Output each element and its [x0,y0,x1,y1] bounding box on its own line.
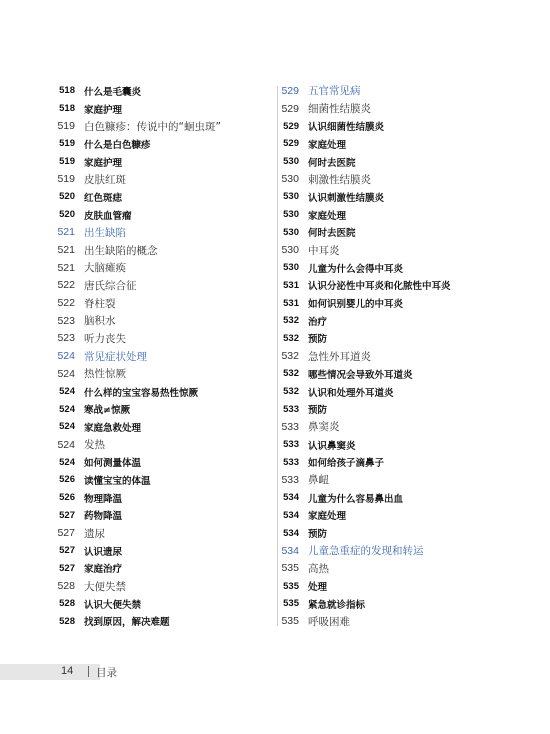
toc-entry-title: 皮肤血管瘤 [84,210,132,222]
footer-band [0,664,100,680]
toc-page-number: 534 [283,492,299,504]
toc-entry-title: 处理 [308,582,328,594]
toc-entry-title: 儿童为什么容易鼻出血 [308,493,404,505]
toc-entry [272,330,492,348]
toc-entry [48,259,268,277]
toc-entry-title: 家庭急救处理 [84,422,142,434]
toc-entry-title: 出生缺陷 [84,226,126,239]
toc-entry-title: 发热 [84,439,105,452]
toc-entry-title: 鼻窦炎 [308,421,340,434]
toc-entry [48,453,268,471]
toc-page-number: 527 [59,509,75,521]
toc-page-number: 535 [281,615,299,628]
page-number: 14 [61,665,74,677]
toc-entry-title: 高热 [308,562,329,575]
toc-entry-title: 皮肤红斑 [84,173,126,186]
toc-entry-title: 认识和处理外耳道炎 [308,387,394,399]
toc-entry [48,294,268,312]
page-footer [0,662,550,684]
toc-page-number: 532 [281,350,299,363]
toc-entry-title: 儿童急重症的发现和转运 [308,545,424,558]
toc-entry [48,117,268,135]
toc-entry [48,560,268,578]
toc-entry [48,418,268,436]
toc-entry [272,471,492,489]
toc-page-number: 521 [57,244,75,257]
toc-section-heading [48,347,268,365]
toc-page-number: 529 [283,138,299,150]
toc-entry [272,100,492,118]
toc-entry [48,524,268,542]
toc-entry-title: 认识遗尿 [84,546,123,558]
toc-entry-title: 家庭处理 [308,210,347,222]
toc-page-number: 532 [283,315,299,327]
toc-page-number: 535 [283,598,299,610]
toc-page-number: 532 [283,332,299,344]
toc-entry [272,489,492,507]
toc-entry [272,365,492,383]
toc-entry-title: 家庭治疗 [84,564,123,576]
toc-entry [272,277,492,295]
toc-entry-title: 认识鼻窦炎 [308,440,356,452]
toc-entry-title: 预防 [308,334,328,346]
toc-entry [272,294,492,312]
footer-section-label: 目录 [96,667,117,679]
toc-entry [272,347,492,365]
toc-entry-title: 热性惊厥 [84,368,126,381]
toc-page-number: 530 [283,209,299,221]
toc-entry-title: 什么是毛囊炎 [84,86,142,98]
toc-entry [48,206,268,224]
toc-page-number: 529 [281,84,299,97]
toc-entry [48,82,268,100]
toc-page-number: 528 [59,598,75,610]
toc-page-number: 526 [59,474,75,486]
toc-entry-title: 脑积水 [84,315,116,328]
toc-page-number: 523 [57,314,75,327]
toc-entry [272,224,492,242]
toc-entry [48,507,268,525]
toc-entry [48,436,268,454]
toc-entry [48,613,268,631]
toc-entry [48,188,268,206]
toc-page-number: 527 [57,527,75,540]
toc-entry-title: 儿童为什么会得中耳炎 [308,263,404,275]
toc-entry [272,418,492,436]
toc-page-number: 533 [281,420,299,433]
toc-page-number: 521 [57,226,75,239]
toc-page-number: 518 [59,103,75,115]
toc-page-number: 534 [281,544,299,557]
toc-page-number: 527 [59,562,75,574]
toc-page-number: 520 [59,209,75,221]
toc-entry-title: 如何识别婴儿的中耳炎 [308,299,404,311]
toc-page-number: 531 [283,279,299,291]
toc-entry-title: 家庭处理 [308,139,347,151]
toc-entry-title: 细菌性结膜炎 [308,103,371,116]
toc-page-number: 534 [283,527,299,539]
toc-entry-title: 出生缺陷的概念 [84,244,158,257]
toc-entry [272,595,492,613]
toc-entry [48,153,268,171]
toc-page-number: 526 [59,492,75,504]
toc-entry [272,135,492,153]
toc-entry [48,577,268,595]
toc-right-column [272,82,492,630]
toc-entry [48,542,268,560]
toc-entry [48,100,268,118]
toc-page-number: 530 [283,156,299,168]
toc-entry [272,613,492,631]
toc-page-number: 532 [283,368,299,380]
toc-section-heading [272,542,492,560]
toc-page-number: 527 [59,545,75,557]
toc-page-number: 533 [283,439,299,451]
toc-entry-title: 什么样的宝宝容易热性惊厥 [84,387,199,399]
toc-entry [272,524,492,542]
toc-entry-title: 中耳炎 [308,244,340,257]
toc-entry-title: 鼻衄 [308,474,329,487]
toc-page-number: 534 [283,509,299,521]
toc-entry-title: 认识分泌性中耳炎和化脓性中耳炎 [308,281,451,293]
toc-page-number: 519 [59,138,75,150]
toc-entry [272,436,492,454]
toc-page-number: 518 [59,85,75,97]
toc-entry-title: 家庭护理 [84,104,123,116]
toc-entry-title: 大便失禁 [84,580,126,593]
toc-entry-title: 预防 [308,405,328,417]
toc-entry-title: 如何给孩子滴鼻子 [308,458,385,470]
toc-entry-title: 红色斑痣 [84,192,123,204]
toc-entry-title: 哪些情况会导致外耳道炎 [308,369,413,381]
toc-entry [48,277,268,295]
toc-entry-title: 呼吸困难 [308,615,350,628]
toc-entry [48,400,268,418]
toc-entry-title: 常见症状处理 [84,350,147,363]
toc-page-number: 524 [59,421,75,433]
toc-entry [272,312,492,330]
toc-entry-title: 何时去医院 [308,228,356,240]
toc-entry [272,507,492,525]
toc-entry [272,117,492,135]
toc-entry-title: 认识刺激性结膜炎 [308,192,385,204]
toc-entry [48,595,268,613]
toc-page-number: 524 [59,386,75,398]
toc-entry-title: 听力丧失 [84,332,126,345]
toc-entry [272,170,492,188]
toc-section-heading [48,224,268,242]
toc-page-number: 522 [57,279,75,292]
toc-page-number: 530 [281,244,299,257]
toc-entry [48,330,268,348]
toc-entry-title: 如何测量体温 [84,458,142,470]
toc-left-column [48,82,268,630]
toc-entry-title: 家庭处理 [308,511,347,523]
toc-page-number: 528 [59,615,75,627]
toc-entry-title: 五官常见病 [308,85,361,98]
toc-entry [272,188,492,206]
toc-entry-title: 读懂宝宝的体温 [84,475,151,487]
toc-page-number: 533 [283,403,299,415]
toc-page-number: 524 [59,403,75,415]
toc-page-number: 530 [281,173,299,186]
toc-entry [272,560,492,578]
toc-entry-title: 治疗 [308,316,328,328]
toc-entry-title: 遗尿 [84,527,105,540]
toc-entry-title: 急性外耳道炎 [308,350,371,363]
toc-entry-title: 唐氏综合征 [84,279,137,292]
toc-entry [48,170,268,188]
toc-page-number: 524 [57,350,75,363]
toc-page-number: 533 [283,456,299,468]
toc-page-number: 535 [281,562,299,575]
toc-entry [272,259,492,277]
toc-page-number: 530 [283,191,299,203]
toc-entry-title: 脊柱裂 [84,297,116,310]
toc-entry [48,489,268,507]
toc-page-number: 524 [57,438,75,451]
toc-entry-title: 家庭护理 [84,157,123,169]
toc-entry [48,241,268,259]
toc-page-number: 519 [57,173,75,186]
toc-entry-title: 何时去医院 [308,157,356,169]
toc-entry-title: 找到原因，解决难题 [84,617,170,629]
toc-entry-title: 白色糠疹：传说中的“蛔虫斑” [84,120,221,133]
toc-entry-title: 预防 [308,529,328,541]
toc-entry [48,471,268,489]
toc-page-number: 532 [283,386,299,398]
toc-page-number: 530 [283,226,299,238]
toc-page-number: 528 [57,580,75,593]
toc-section-heading [272,82,492,100]
toc-entry [272,206,492,224]
toc-entry [272,400,492,418]
toc-page-number: 522 [57,297,75,310]
toc-entry [272,453,492,471]
toc-page-number: 521 [57,261,75,274]
toc-page-number: 523 [57,332,75,345]
toc-entry-title: 大脑瘫痪 [84,262,126,275]
toc-entry [272,153,492,171]
toc-entry [272,383,492,401]
toc-page-number: 524 [59,456,75,468]
toc-page-number: 529 [281,102,299,115]
toc-entry-title: 药物降温 [84,511,123,523]
toc-entry [48,365,268,383]
toc-entry-title: 紧急就诊指标 [308,599,366,611]
toc-entry-title: 什么是白色糠疹 [84,139,151,151]
footer-separator [88,666,89,677]
toc-page-number: 524 [57,367,75,380]
toc-page-number: 533 [281,473,299,486]
toc-entry [48,383,268,401]
toc-page-number: 530 [283,262,299,274]
toc-entry-title: 寒战≠惊厥 [84,405,130,417]
toc-page-number: 531 [283,297,299,309]
toc-page-number: 519 [59,156,75,168]
toc-entry [48,135,268,153]
toc-entry-title: 物理降温 [84,493,123,505]
toc-entry [272,577,492,595]
toc-page-number: 535 [283,580,299,592]
toc-page-number: 529 [283,120,299,132]
toc-page-number: 520 [59,191,75,203]
toc-entry-title: 刺激性结膜炎 [308,173,371,186]
toc-entry [272,241,492,259]
toc-entry [48,312,268,330]
toc-entry-title: 认识大便失禁 [84,599,142,611]
toc-entry-title: 认识细菌性结膜炎 [308,122,385,134]
toc-page-number: 519 [57,120,75,133]
